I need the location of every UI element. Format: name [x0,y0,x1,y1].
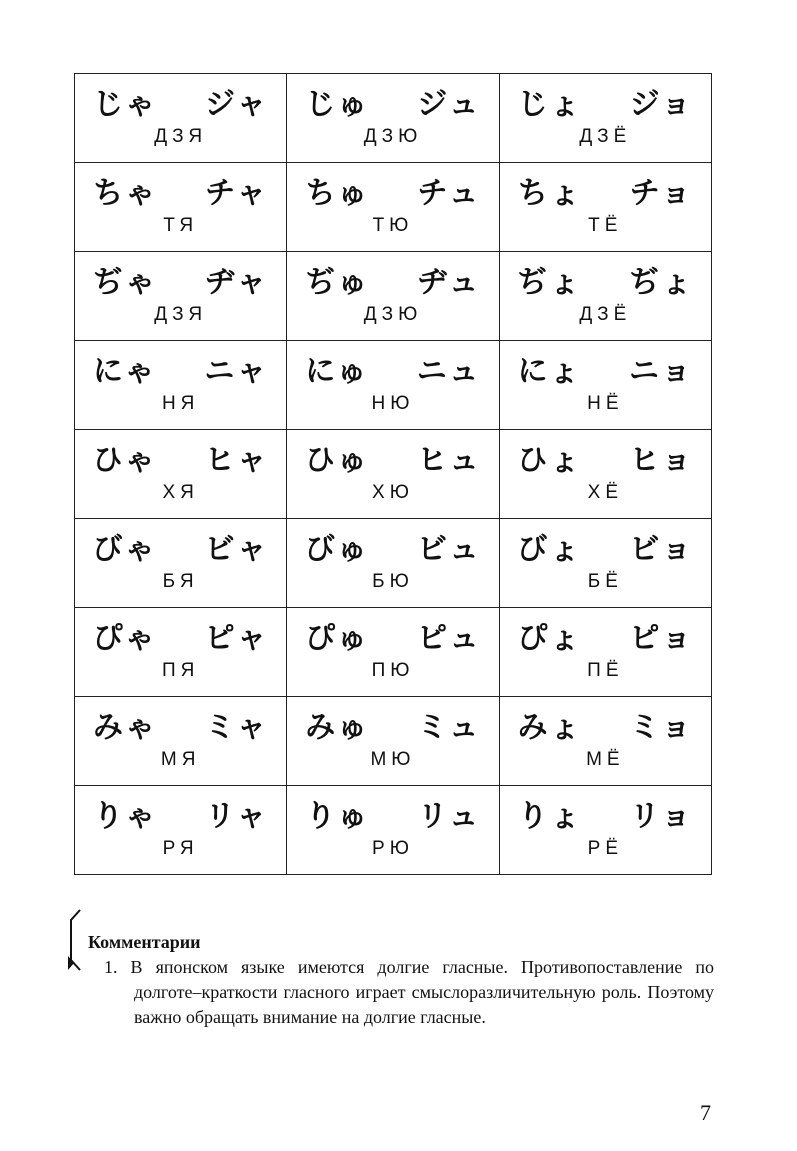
hiragana: ちゅ [305,176,370,211]
kana-pair [287,87,498,123]
hiragana: ちょ [517,176,582,211]
table-row [75,697,712,786]
cyrillic-reading: БЁ [587,571,623,592]
katakana: ヂュ [417,265,481,300]
kana-pair [287,176,498,212]
kana-pair [500,87,711,123]
katakana: ジョ [629,87,694,122]
kana-pair [287,354,498,390]
kana-table [74,73,712,875]
kana-cell [499,341,711,430]
kana-pair [75,532,286,568]
kana-pair [75,354,286,390]
table-row [75,341,712,430]
cyrillic-reading: МЯ [160,749,201,770]
page-number: 7 [700,1100,711,1125]
hiragana: みゅ [305,710,370,745]
kana-pair [287,621,498,657]
kana-cell [499,252,711,341]
kana-cell [287,697,499,786]
hiragana: にょ [517,354,582,389]
hiragana: みゃ [92,710,157,745]
hiragana: ちゃ [93,176,158,211]
cyrillic-reading: РЁ [587,838,623,859]
kana-cell [499,519,711,608]
katakana: ミョ [629,710,694,745]
cyrillic-reading: ПЯ [161,660,200,681]
cyrillic-reading: ТЁ [588,215,623,236]
cyrillic-reading: ДЗЁ [579,126,632,147]
comments-title: Комментарии [88,932,201,952]
katakana: リャ [205,799,269,834]
cyrillic-reading: ДЗЯ [154,126,208,147]
table-row [75,608,712,697]
katakana: ピャ [204,621,269,656]
hiragana: じょ [517,87,582,122]
hiragana: びゃ [92,532,157,567]
table-row [75,163,712,252]
cyrillic-reading: ПЁ [587,660,624,681]
kana-pair [287,799,498,835]
kana-cell [499,608,711,697]
hiragana: ぢゅ [305,265,370,300]
table-row [75,519,712,608]
table-row [75,430,712,519]
kana-pair [287,710,498,746]
hiragana: にゃ [92,354,157,389]
cyrillic-reading: РЯ [162,838,199,859]
hiragana: びょ [517,532,582,567]
comment-marker-icon [68,908,82,972]
cyrillic-reading: ХЮ [372,482,414,503]
kana-cell [287,608,499,697]
kana-pair [75,710,286,746]
kana-pair [75,176,286,212]
cyrillic-reading: МЁ [586,749,625,770]
cyrillic-reading: БЯ [162,571,199,592]
comments-section [88,930,714,1030]
kana-pair [500,621,711,657]
katakana: ミュ [417,710,481,745]
kana-pair [287,443,498,479]
cyrillic-reading: ДЗЯ [154,304,208,325]
table-row [75,252,712,341]
katakana: ジュ [417,87,481,122]
cyrillic-reading: ХЁ [587,482,623,503]
hiragana: ひゅ [304,443,369,478]
kana-pair [500,710,711,746]
katakana: チャ [205,176,269,211]
kana-cell [75,430,287,519]
cyrillic-reading: МЮ [370,749,416,770]
cyrillic-reading: РЮ [372,838,414,859]
katakana: ピョ [629,621,694,656]
hiragana: りょ [517,799,582,834]
kana-cell [287,786,499,875]
kana-pair [500,443,711,479]
cyrillic-reading: ХЯ [162,482,199,503]
kana-pair [75,265,286,301]
kana-cell [287,74,499,163]
cyrillic-reading: НЯ [161,393,200,414]
hiragana: ひょ [517,443,582,478]
kana-cell [75,608,287,697]
katakana: ニュ [416,354,481,389]
kana-cell [75,786,287,875]
hiragana: にゅ [305,354,369,389]
hiragana: ひゃ [92,443,157,478]
cyrillic-reading: НЁ [587,393,624,414]
hiragana: りゅ [305,799,370,834]
katakana: ジャ [204,87,269,122]
kana-cell [75,252,287,341]
cyrillic-reading: БЮ [372,571,414,592]
katakana: リョ [629,799,693,834]
kana-pair [75,443,286,479]
katakana: ミャ [204,710,269,745]
cyrillic-reading: ТЯ [163,215,199,236]
kana-cell [75,341,287,430]
kana-cell [499,697,711,786]
kana-pair [500,176,711,212]
kana-pair [75,799,286,835]
cyrillic-reading: ДЗЁ [579,304,632,325]
katakana: ビョ [629,532,694,567]
kana-pair [287,265,498,301]
kana-pair [500,354,711,390]
hiragana: ぴゅ [304,621,369,656]
katakana: ビャ [204,532,269,567]
katakana: ヒュ [416,443,481,478]
katakana: ニョ [629,354,694,389]
hiragana: りゃ [93,799,158,834]
katakana: ニャ [204,354,269,389]
kana-cell [287,430,499,519]
cyrillic-reading: ПЮ [371,660,415,681]
katakana: ヒョ [629,443,694,478]
table-row [75,74,712,163]
cyrillic-reading: НЮ [371,393,415,414]
kana-cell [287,252,499,341]
kana-pair [500,265,711,301]
katakana: ぢょ [629,265,694,300]
hiragana: みょ [517,710,582,745]
kana-pair [500,532,711,568]
hiragana: ぴょ [517,621,582,656]
katakana: ビュ [416,532,481,567]
hiragana: じゃ [92,87,157,122]
katakana: ヂャ [205,265,269,300]
table-row [75,786,712,875]
katakana: リュ [417,799,481,834]
kana-pair [75,621,286,657]
katakana: ピュ [416,621,481,656]
comment-item-1: 1. В японском языке имеются долгие гласные. Противопоставление по долготе–краткости гласного играет смыслоразличительную роль. Поэтому важно обращать внимание на долгие гласные. [104,957,714,1027]
cyrillic-reading: ДЗЮ [363,126,423,147]
katakana: ヒャ [204,443,269,478]
katakana: チョ [629,176,693,211]
kana-cell [75,74,287,163]
hiragana: びゅ [304,532,369,567]
hiragana: ぴゃ [92,621,157,656]
cyrillic-reading: ТЮ [372,215,414,236]
kana-cell [287,519,499,608]
kana-cell [499,430,711,519]
hiragana: ぢょ [517,265,582,300]
katakana: チュ [417,176,481,211]
kana-cell [499,786,711,875]
hiragana: ぢゃ [93,265,158,300]
kana-cell [287,163,499,252]
cyrillic-reading: ДЗЮ [363,304,423,325]
kana-cell [287,341,499,430]
kana-cell [499,74,711,163]
kana-pair [75,87,286,123]
kana-pair [500,799,711,835]
kana-cell [75,163,287,252]
kana-pair [287,532,498,568]
kana-cell [75,519,287,608]
hiragana: じゅ [305,87,370,122]
kana-cell [75,697,287,786]
kana-cell [499,163,711,252]
